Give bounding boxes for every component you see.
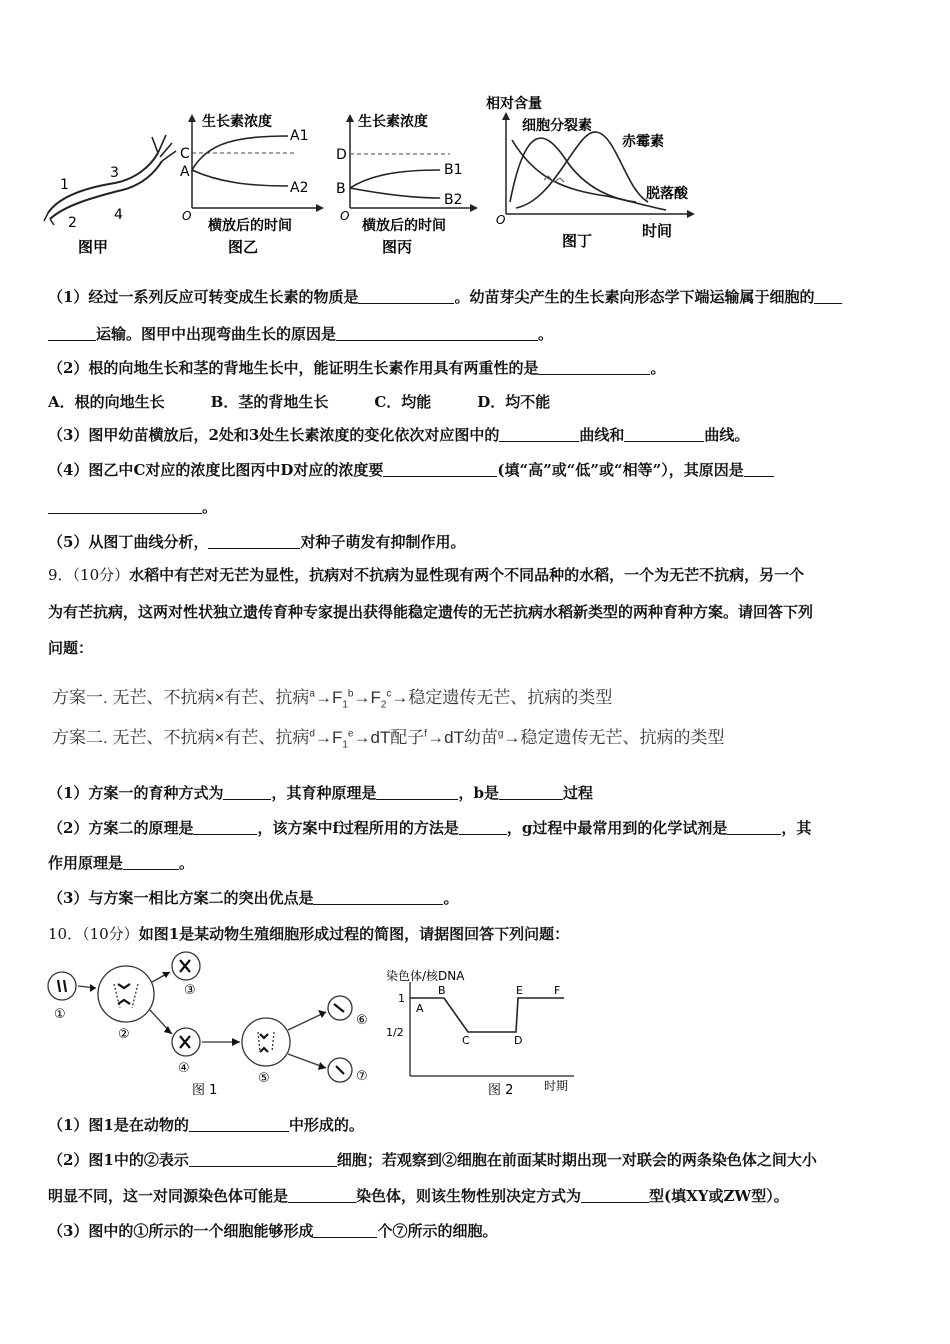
scheme1-step-a: a (309, 688, 315, 700)
q10-p2b: 细胞；若观察到②细胞在前面某时期出现一对联会的两条染色体之间大小 (336, 1151, 817, 1169)
fig2-point-d: D (514, 1034, 523, 1047)
yi-ylabel: 生长素浓度 (202, 114, 272, 130)
q9-intro-line1 (48, 565, 804, 585)
scheme1-step-b: b (347, 688, 354, 700)
yi-mark-c: C (180, 146, 190, 162)
scheme2-f1-sub: 1 (342, 739, 348, 751)
option-d[interactable]: D．均不能 (477, 393, 551, 411)
bing-mark-b: B (336, 181, 346, 197)
ding-xlabel: 时间 (642, 222, 673, 240)
q8-p1d: 。 (538, 325, 554, 343)
q9-p1a: （1）方案一的育种方式为 (48, 784, 224, 802)
figure-10-1 (44, 948, 384, 1098)
bing-curve-b1: B1 (444, 162, 463, 178)
answer-blank[interactable] (727, 819, 781, 835)
q8-part1-line1 (48, 287, 842, 307)
q9-p2d: ，其 (781, 819, 812, 837)
q8-p2end: 。 (650, 359, 666, 377)
q8-part3 (48, 425, 749, 445)
yi-curve-a2: A2 (290, 180, 309, 196)
q8-part4-line1 (48, 460, 774, 480)
q10-p3a: （3）图中的①所示的一个细胞能够形成 (48, 1222, 314, 1240)
option-c[interactable]: C．均能 (374, 393, 432, 411)
q8-part2 (48, 358, 665, 378)
q8-p3b: 曲线和 (579, 426, 625, 444)
figure-yi (178, 108, 328, 258)
answer-blank[interactable] (48, 498, 202, 514)
scheme2-step-f: f (424, 728, 428, 740)
scheme1-lead: 方案一. 无芒、不抗病×有芒、抗病 (52, 688, 310, 707)
fig1-label-4: ④ (178, 1061, 190, 1076)
fig2-point-a: A (416, 1002, 424, 1015)
ding-origin: O (496, 213, 506, 227)
answer-blank[interactable] (624, 426, 704, 442)
q9-p2b: ，该方案中f过程所用的方法是 (257, 819, 459, 837)
figure-jia (40, 125, 180, 255)
fig2-xlabel: 时期 (544, 1079, 569, 1093)
answer-blank[interactable] (48, 325, 96, 341)
q8-p4a: （4）图乙中C对应的浓度比图丙中D对应的浓度要 (48, 461, 384, 479)
q10-p2c: 明显不同，这一对同源染色体可能是 (48, 1187, 289, 1205)
bing-mark-d: D (336, 147, 347, 163)
q8-p3a: （3）图甲幼苗横放后，2处和3处生长素浓度的变化依次对应图中的 (48, 426, 500, 444)
q10-p1b: 中形成的。 (288, 1116, 364, 1134)
answer-blank[interactable] (123, 854, 179, 870)
q8-p1a: （1）经过一系列反应可转变成生长素的物质是 (48, 288, 359, 306)
q9-p2e: 作用原理是 (48, 854, 124, 872)
scheme2-seedling: dT幼苗 (444, 728, 498, 747)
fig1-label-6: ⑥ (356, 1013, 368, 1028)
answer-blank[interactable] (208, 533, 300, 549)
jia-label-3: 3 (110, 165, 119, 181)
scheme2-gamete: dT配子 (370, 728, 425, 747)
q9-p2c: ，g过程中最常用到的化学试剂是 (506, 819, 728, 837)
q8-options (48, 392, 596, 412)
q9-part3 (48, 888, 458, 908)
q9-part2-line2 (48, 853, 194, 873)
ding-curve-abscisic: 脱落酸 (646, 186, 688, 202)
q10-part2-line1 (48, 1150, 817, 1170)
fig1-caption: 图 1 (192, 1083, 218, 1098)
q9-p2a: （2）方案二的原理是 (48, 819, 194, 837)
q8-p4end: 。 (202, 498, 218, 516)
figure-10-2 (364, 962, 594, 1102)
q8-part1-line2 (48, 324, 553, 344)
answer-blank[interactable] (189, 1151, 337, 1167)
jia-label-1: 1 (60, 177, 69, 193)
fig1-label-1: ① (54, 1007, 66, 1022)
q9-intro3: 问题： (48, 639, 94, 657)
scheme2-tail: 稳定遗传无芒、抗病的类型 (520, 728, 725, 747)
q8-p3c: 曲线。 (704, 426, 750, 444)
option-b[interactable]: B．茎的背地生长 (210, 393, 329, 411)
q10-part3 (48, 1221, 497, 1241)
answer-blank[interactable] (459, 819, 507, 835)
scheme2-step-g: g (497, 728, 504, 740)
q10-intro (48, 924, 569, 944)
answer-blank[interactable] (499, 784, 563, 800)
ding-caption: 图丁 (562, 232, 593, 250)
bing-origin: O (340, 209, 350, 223)
fig1-label-2: ② (118, 1027, 130, 1042)
bing-caption: 图丙 (382, 238, 413, 256)
answer-blank[interactable] (383, 461, 497, 477)
scheme2-step-e: e (347, 728, 354, 740)
q9-p3b: 。 (443, 889, 459, 907)
q9-intro-line2 (48, 602, 813, 622)
scheme1-f-2: F (370, 688, 381, 707)
yi-origin: O (182, 209, 192, 223)
scheme1-f2-sub: 2 (380, 699, 387, 711)
answer-blank[interactable] (223, 784, 271, 800)
answer-blank[interactable] (376, 784, 458, 800)
fig2-ylabel: 染色体/核DNA (386, 969, 465, 983)
option-a[interactable]: A．根的向地生长 (48, 393, 165, 411)
q9-part1 (48, 783, 593, 803)
jia-caption: 图甲 (78, 238, 109, 255)
q9-intro1: 水稻中有芒对无芒为显性，抗病对不抗病为显性现有两个不同品种的水稻，一个为无芒不抗病，另一个 (129, 566, 805, 584)
q8-p5a: （5）从图丁曲线分析， (48, 533, 209, 551)
fig2-ytick-half: 1/2 (386, 1026, 404, 1039)
q9-p1b: ，其育种原理是 (271, 784, 377, 802)
answer-blank[interactable] (814, 288, 842, 304)
q8-part5 (48, 532, 465, 552)
q9-intro2: 为有芒抗病，这两对性状独立遗传育种专家提出获得能稳定遗传的无芒抗病水稻新类型的两种育种方案。请回答下列 (48, 603, 814, 621)
fig2-point-e: E (516, 984, 523, 997)
scheme-one: 方案一. 无芒、不抗病×有芒、抗病$^a\to F_1^b\to F_2^c\to$稳定遗传无芒、抗病的类型 (52, 688, 613, 711)
answer-blank[interactable] (538, 359, 650, 375)
fig2-caption: 图 2 (488, 1083, 514, 1098)
figure-bing (332, 108, 482, 258)
yi-curve-a1: A1 (290, 128, 309, 144)
q10-part1 (48, 1115, 364, 1135)
fig2-point-b: B (438, 984, 446, 997)
q9-p1c: ，b是 (458, 784, 499, 802)
ding-curve-cytokinin: 细胞分裂素 (522, 118, 592, 134)
answer-blank[interactable] (189, 1116, 289, 1132)
scheme1-step-c: c (386, 688, 392, 700)
q8-part4-line2 (48, 497, 217, 517)
q9-number: 9．（10分） (48, 566, 130, 584)
fig2-point-f: F (554, 984, 561, 997)
q10-intro: 如图1是某动物生殖细胞形成过程的简图，请据图回答下列问题： (138, 925, 570, 943)
yi-mark-a: A (180, 164, 190, 180)
q10-p1a: （1）图1是在动物的 (48, 1116, 189, 1134)
answer-blank[interactable] (499, 426, 579, 442)
scheme-two: 方案二. 无芒、不抗病×有芒、抗病$^d\to F_1^e\to dT$配子$^f$→dT幼苗$^g$→稳定遗传无芒、抗病的类型 (52, 728, 725, 751)
q8-p2: （2）根的向地生长和茎的背地生长中，能证明生长素作用具有两重性的是 (48, 359, 539, 377)
answer-blank[interactable] (193, 819, 257, 835)
q10-p2e: 型(填XY或ZW型）。 (649, 1187, 789, 1205)
answer-blank[interactable] (288, 1187, 356, 1203)
q9-p3a: （3）与方案一相比方案二的突出优点是 (48, 889, 314, 907)
q10-part2-line2 (48, 1186, 789, 1206)
q8-p4b: (填“高”或“低”或“相等”），其原因是 (497, 461, 744, 479)
answer-blank[interactable] (336, 325, 538, 341)
answer-blank[interactable] (313, 889, 443, 905)
q9-intro-line3 (48, 638, 93, 658)
scheme2-lead: 方案二. 无芒、不抗病×有芒、抗病 (52, 728, 310, 747)
q8-p1b: 。幼苗芽尖产生的生长素向形态学下端运输属于细胞的 (454, 288, 815, 306)
jia-label-2: 2 (68, 215, 77, 231)
q10-p3b: 个⑦所示的细胞。 (377, 1222, 498, 1240)
scheme1-f: F (331, 688, 343, 707)
ding-ylabel: 相对含量 (486, 96, 542, 112)
answer-blank[interactable] (313, 1222, 377, 1238)
answer-blank[interactable] (358, 288, 454, 304)
scheme2-f: F (331, 728, 343, 747)
yi-caption: 图乙 (228, 238, 259, 256)
bing-curve-b2: B2 (444, 192, 463, 208)
fig2-ytick-1: 1 (398, 992, 405, 1005)
figure-ding (486, 90, 701, 250)
bing-ylabel: 生长素浓度 (358, 114, 428, 130)
q9-part2-line1 (48, 818, 811, 838)
yi-xlabel: 横放后的时间 (208, 218, 292, 234)
q10-p2a: （2）图1中的②表示 (48, 1151, 189, 1169)
q9-p2f: 。 (179, 854, 195, 872)
ding-curve-gibberellin: 赤霉素 (622, 134, 664, 150)
bing-xlabel: 横放后的时间 (362, 218, 446, 234)
scheme1-f1-sub: 1 (342, 699, 348, 711)
answer-blank[interactable] (744, 461, 774, 477)
q8-p5b: 对种子萌发有抑制作用。 (300, 533, 466, 551)
fig1-label-5: ⑤ (258, 1071, 270, 1086)
scheme2-step-d: d (309, 728, 315, 740)
q10-p2d: 染色体，则该生物性别决定方式为 (356, 1187, 582, 1205)
jia-label-4: 4 (114, 207, 123, 223)
q10-number: 10．（10分） (48, 925, 139, 943)
fig2-point-c: C (462, 1034, 470, 1047)
answer-blank[interactable] (581, 1187, 649, 1203)
q8-p1c: 运输。图甲中出现弯曲生长的原因是 (96, 325, 337, 343)
fig1-label-3: ③ (184, 983, 196, 998)
fig1-label-7: ⑦ (356, 1069, 368, 1084)
scheme1-tail: 稳定遗传无芒、抗病的类型 (408, 688, 613, 707)
q9-p1d: 过程 (562, 784, 593, 802)
